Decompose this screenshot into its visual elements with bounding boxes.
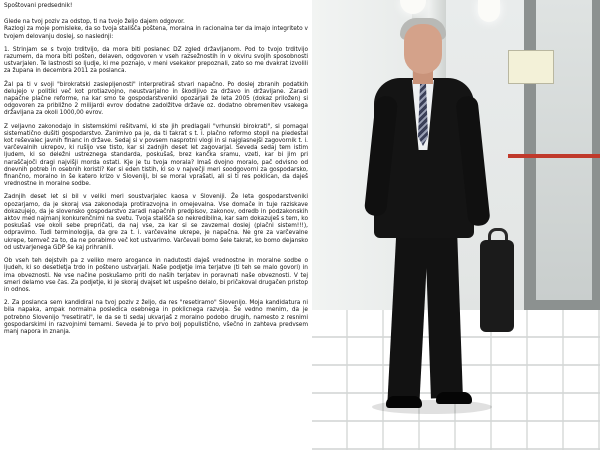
shoulder-bag-icon (480, 240, 514, 332)
letter-paragraph-2: 1. Strinjam se s tvojo trditvijo, da mora biti poslanec DZ zgled državljanom. Pod to tvojo trditvijo razumem, da mora biti pošten, delaven, odgovoren v vseh razsežnostih in v okviru svojih sposobnosti ustvarjalen. Te lastnosti so ljudje, ki me poznajo, v meni vsekakor prepoznali, zato so me dvakrat izvolili za župana in decembra 2011 za poslanca. (4, 46, 308, 75)
letter-paragraph-5: Zadnjih deset let si bil v veliki meri soustvarjalec kaosa v Sloveniji. Že leta gospodarstveniki opozarjamo, da je skoraj vsa zakonodaja protirazvojna in omejevalna. Vse domače in tuje raziskave dokazujejo, da je slovensko gospodarstvo zaradi napačnih predpisov, zakonov, odredb in podzakonskih aktov med najmanj konkurenčnimi na svetu. Tvoja stališča so nekredibilna, kar sam dokazuješ s tem, ko poskušaš vse okoli sebe prepričati, da naj vse, za kar si se zavzemal doslej (plačni sistem!!!), odpravimo. Tudi terminologija, da gre za t. i. varčevalne ukrepe, je napačna. Ne gre za varčevalne ukrepe, temveč za to, da ne porabimo več kot ustvarimo. Varčevali bomo šele takrat, ko bomo dejansko od ustvarjenega GDP še kaj prihranili. (4, 194, 308, 251)
ceiling-lamp-icon (478, 0, 500, 22)
figure-left-shoe (386, 396, 422, 408)
door-glass (536, 0, 592, 300)
letter-paragraph-7: 2. Za poslanca sem kandidiral na tvoj poziv z željo, da res "resetiramo" Slovenijo. Moja kandidatura ni bila napaka, ampak normalna posledica osebnega in poklicnega razvoja. Še vedno menim, da je potrebno Slovenijo "resetirati", le da se ti sedaj ukvarjaš z moralno podobo drugih, namesto z resnimi gospodarskimi in razvojnimi temami. Seveda je to prvo bolj populistično, všečno in zahteva predvsem manj napora in znanja. (4, 300, 308, 335)
letter-paragraph-4: Z veljavno zakonodajo in sistemskimi rešitvami, ki ste jih predlagali "vrhunski birokrati", si pomagal sistematično dušiti gospodarstvo. Zanimivo pa je, da ti takrat s t. i. plačno reformo stopil na piedestal kot reševalec javnih financ in države. Sedaj si v povsem nasprotni vlogi in si najglasnejši zagovornik t. i. varčevalnih ukrepov, ki rušijo vse tisto, kar si zadnjih deset let zagovarjal. Seveda sedaj tem istim ljudem, ki so deležni ustreznega standarda, poskušaš, brez kančka sramu, vzeti, kar bi jim pri naraščajoči dragi najvišji morda ostati. Kje je tu tvoja morala? Imaš dvojno moralo, pač odvisno od dnevnih potreb in osebnih koristi? Ker si eden tistih, ki so v največji meri soodgovorni za gospodarsko, finančno, moralno in še katero krizo v Sloveniji, bi se moral vprašati, ali si ti res poklican, da daješ vrednostne in moralne sodbe. (4, 123, 308, 188)
figure-right-leg (425, 229, 463, 398)
red-railing (508, 154, 600, 158)
figure-head (404, 24, 442, 74)
figure-right-shoe (436, 392, 472, 404)
letter-salutation: Spoštovani predsednik! (4, 3, 73, 9)
letter-paragraph-6: Ob vseh teh dejstvih pa z veliko mero arogance in nadutosti daješ vrednostne in moralne sodbe o ljudeh, ki so desetletja trdo in pošteno ustvarjali. Naše podjetje ima terjatve (ti teh se malo govori) in ima obveznosti. Ne vse načine poskušamo priti do naših terjatev in poravnati naše obveznosti. V tej smeri delamo vse čas. Za podjetje, ki je skoraj dvajset let uspešno delalo, bi pričakoval drugačen pristop in odnos. (4, 258, 308, 293)
letter-paragraph-3: Žal pa ti v svoji "birokratski zaslepljenosti" interpretiraš stvari napačno. Po doslej zbranih podatkih delujejo v politiki več kot protiazvojno, neustvarjalno in škodljivo za državo in državljane. Zaradi napačne plačne reforme, na kar smo te gospodarstveniki opozarjali že leta 2005 (dokaz priložen) si odgovoren za približno 2 milijardi evrov dodatne zadolžitve države oz. dodatno obremenitev vsakega državljana za okoli 1000,00 evrov. (4, 81, 308, 117)
letter-paragraph-1: Glede na tvoj poziv za odstop, ti na tvojo željo dajem odgovor. Razlogi za moje pomisleke, da so tvoja stališča poštena, moralna in racionalna ter da imajo integriteto v tvojem delovanju doslej, so naslednji: (4, 19, 308, 40)
wall-sign-icon (508, 50, 554, 84)
photo-panel (312, 0, 600, 450)
